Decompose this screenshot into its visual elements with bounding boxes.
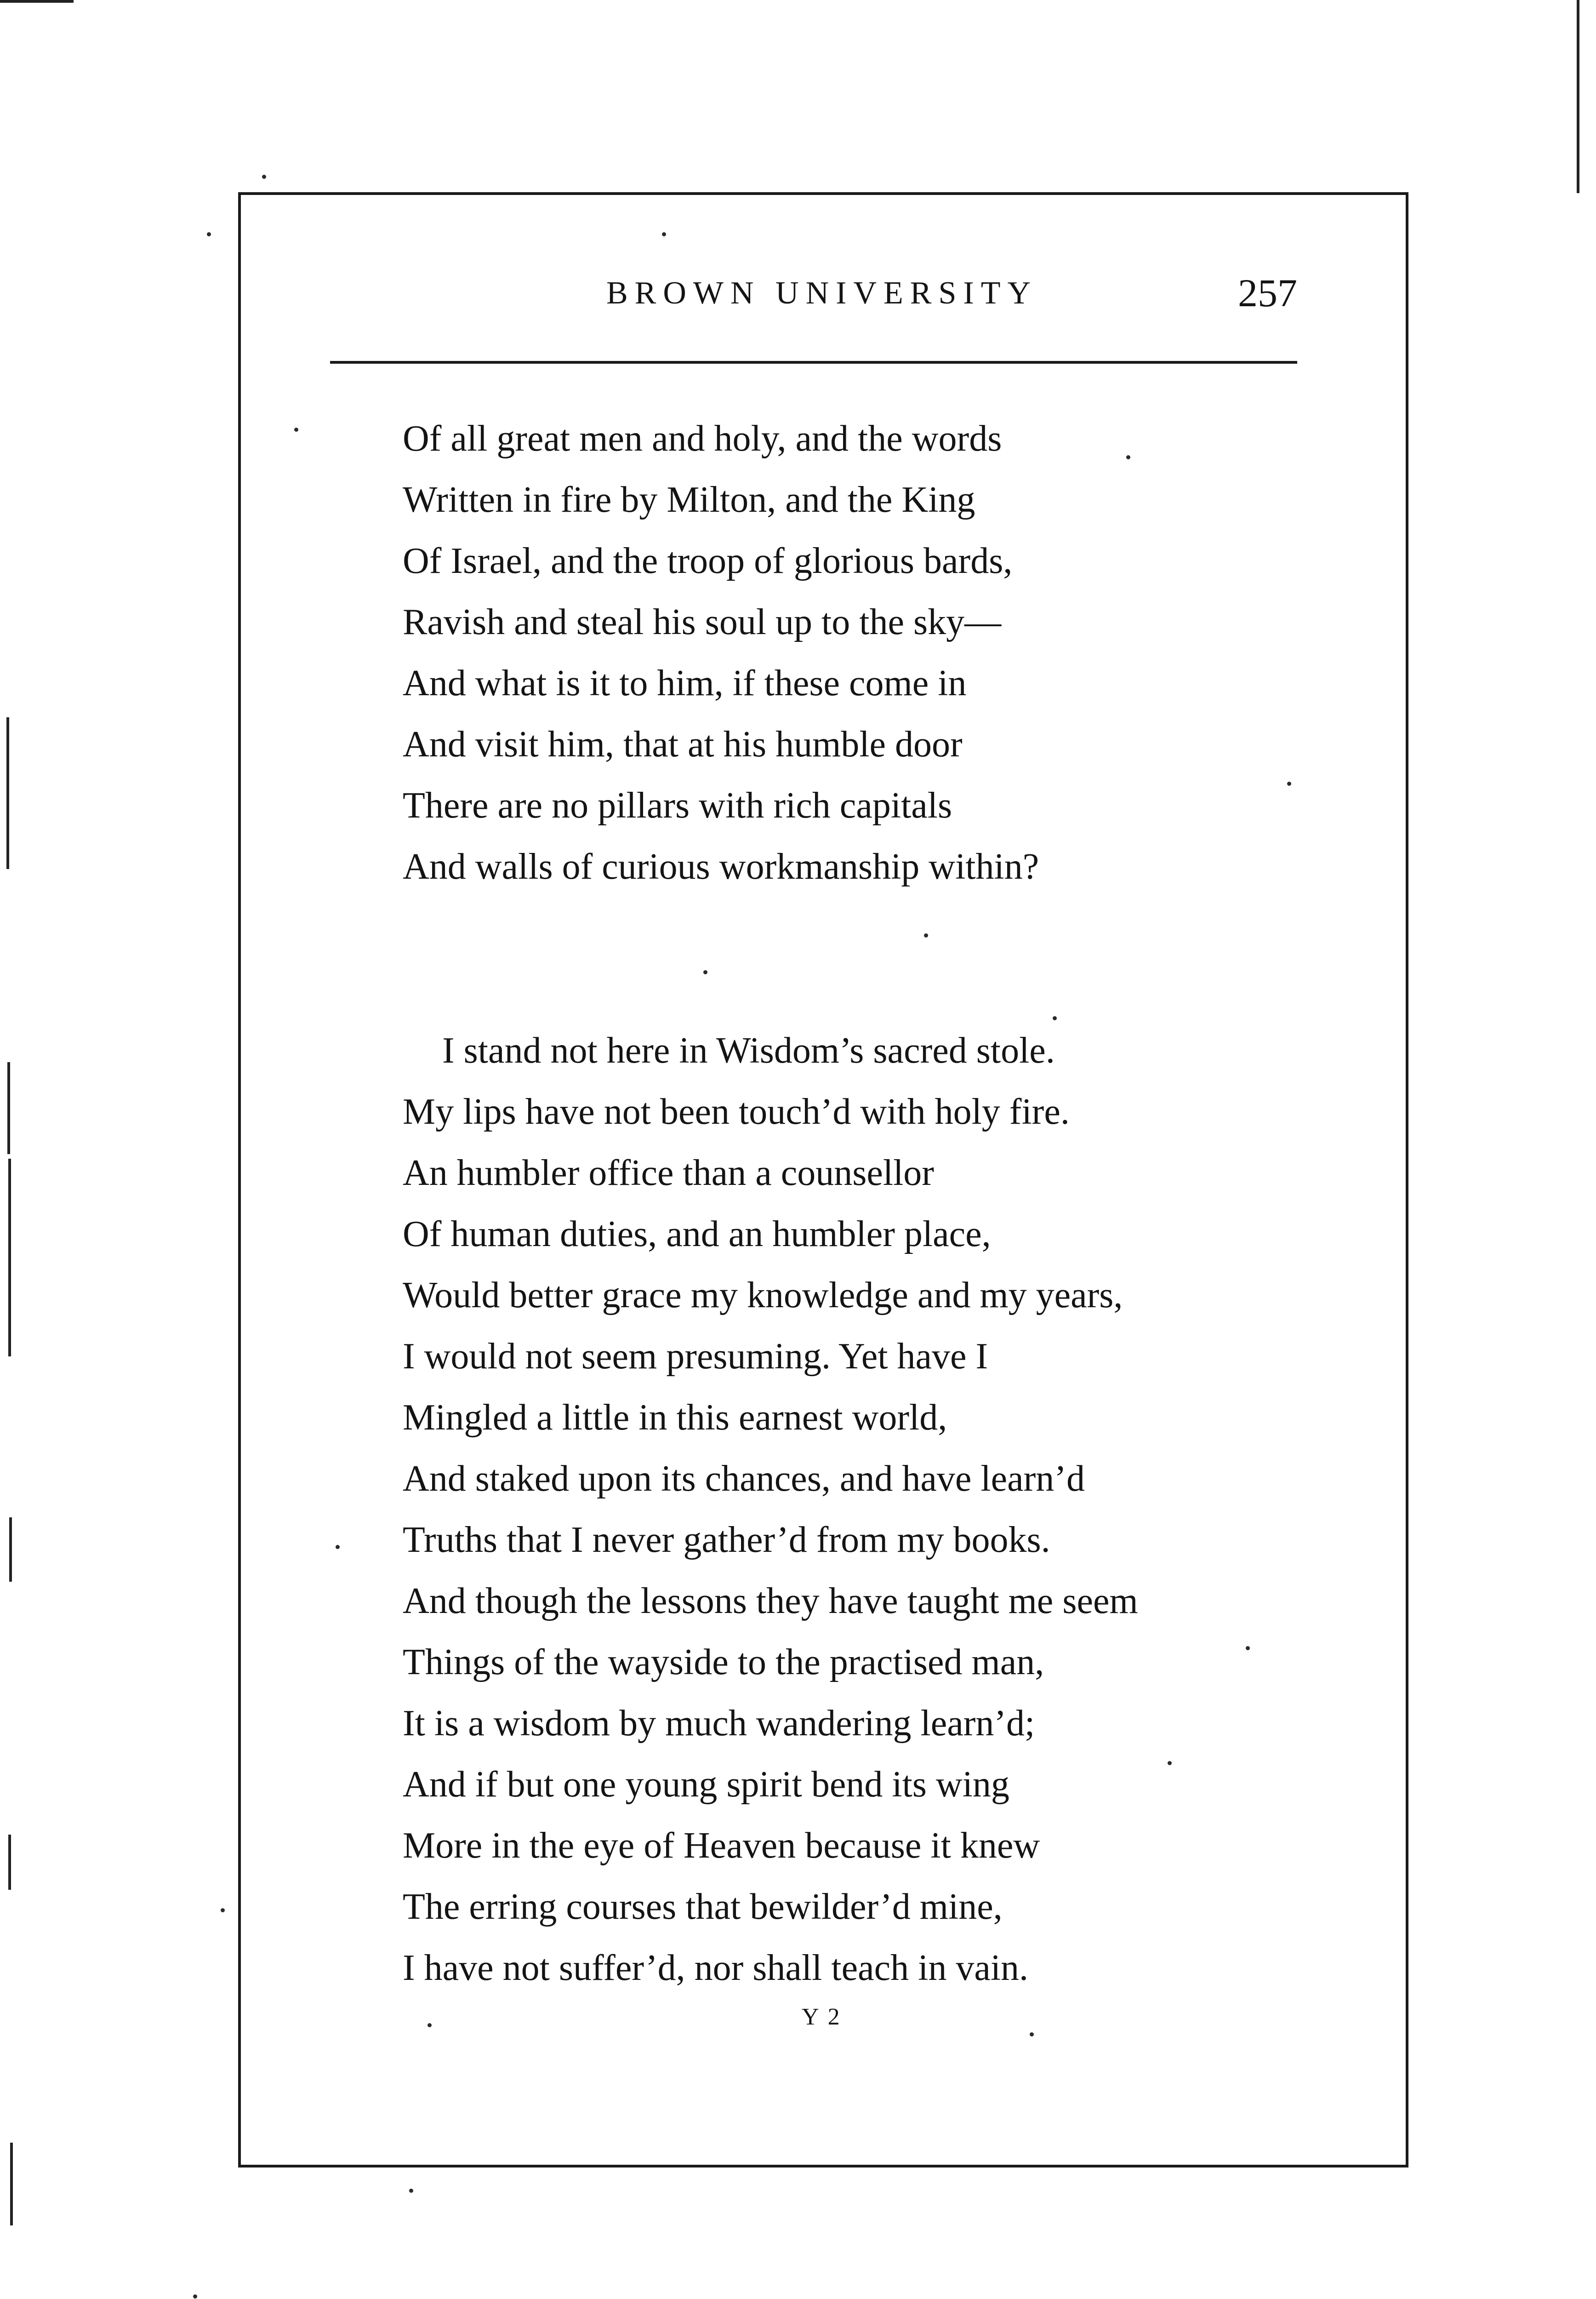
poem-line: And what is it to him, if these come in (403, 663, 967, 703)
header-rule (330, 361, 1297, 364)
signature-mark: Y 2 (802, 2004, 842, 2030)
poem-line: Ravish and steal his soul up to the sky— (403, 602, 1002, 642)
scan-speck (703, 970, 707, 974)
poem-line: Would better grace my knowledge and my years, (403, 1275, 1123, 1315)
poem-line: An humbler office than a counsellor (403, 1153, 934, 1193)
poem-line: More in the eye of Heaven because it knew (403, 1825, 1040, 1866)
binding-edge-mark (8, 1159, 11, 1356)
scan-speck (193, 2294, 197, 2299)
binding-edge-mark (9, 1517, 12, 1582)
poem-line: And visit him, that at his humble door (403, 724, 963, 765)
binding-edge-mark (6, 717, 9, 869)
poem-line: I stand not here in Wisdom’s sacred stole. (442, 1030, 1055, 1071)
page-number: 257 (1238, 271, 1297, 315)
scan-speck (662, 232, 666, 236)
poem-line: Things of the wayside to the practised man, (403, 1642, 1044, 1682)
scan-speck (336, 1545, 340, 1549)
poem-line: The erring courses that bewilder’d mine, (403, 1887, 1003, 1927)
scan-speck (294, 428, 298, 432)
scan-speck (1168, 1761, 1172, 1765)
scan-speck (221, 1908, 225, 1912)
poem-line: There are no pillars with rich capitals (403, 785, 952, 826)
running-title: BROWN UNIVERSITY (606, 275, 1038, 311)
poem-line: It is a wisdom by much wandering learn’d; (403, 1703, 1035, 1744)
poem-line: Truths that I never gather’d from my books. (403, 1520, 1050, 1560)
poem-line: I have not suffer’d, nor shall teach in vain. (403, 1948, 1029, 1988)
poem-line: My lips have not been touch’d with holy fire. (403, 1092, 1070, 1132)
poem-line: Written in fire by Milton, and the King (403, 480, 975, 520)
scan-speck (409, 2189, 413, 2193)
scan-speck (1030, 2032, 1034, 2036)
poem-line: Of Israel, and the troop of glorious bards, (403, 541, 1013, 581)
scan-speck (207, 232, 211, 236)
binding-edge-mark (10, 2143, 13, 2225)
poem-stanza-two (403, 1020, 1138, 1999)
poem-line: Mingled a little in this earnest world, (403, 1397, 947, 1438)
poem-line: And walls of curious workmanship within? (403, 846, 1039, 887)
poem-line: And staked upon its chances, and have learn’d (403, 1458, 1085, 1499)
scan-speck (262, 175, 266, 179)
binding-edge-mark (7, 1062, 10, 1154)
binding-edge-mark (8, 1835, 11, 1890)
poem-line: I would not seem presuming. Yet have I (403, 1336, 988, 1377)
poem-line: And though the lessons they have taught me seem (403, 1581, 1138, 1621)
scan-speck (1246, 1646, 1250, 1650)
scan-speck (1053, 1016, 1057, 1020)
binding-edge-mark (1577, 0, 1579, 193)
binding-edge-mark (0, 0, 74, 3)
scan-speck (1126, 455, 1130, 459)
running-head (330, 270, 1295, 321)
poem-line: Of human duties, and an humbler place, (403, 1214, 991, 1254)
poem-line: And if but one young spirit bend its wing (403, 1764, 1009, 1805)
poem-line: Of all great men and holy, and the words (403, 418, 1002, 459)
poem-stanza-one (403, 408, 1039, 898)
scan-speck (428, 2023, 432, 2027)
scan-speck (924, 933, 928, 938)
scan-speck (1287, 782, 1291, 786)
